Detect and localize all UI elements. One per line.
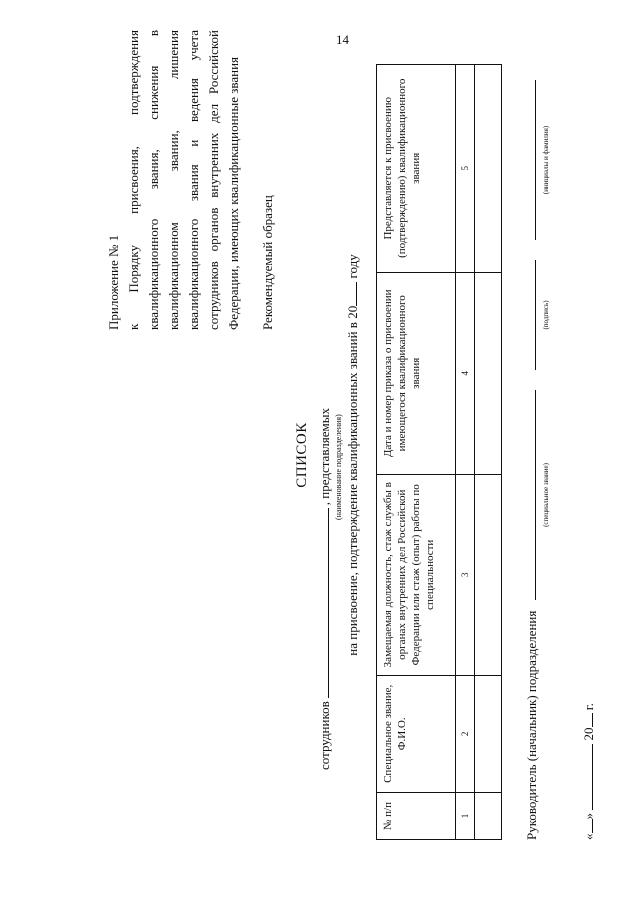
- employees-prefix: сотрудников: [317, 701, 332, 770]
- year-blank: [580, 714, 593, 728]
- date-close-quote: »: [581, 813, 596, 820]
- table-number-row: [456, 65, 475, 840]
- table-cell: [475, 675, 502, 793]
- date-open-quote: «: [581, 833, 596, 840]
- unit-blank: [316, 508, 329, 698]
- rotated-document: [12, 20, 622, 890]
- date-suffix: г.: [581, 703, 596, 711]
- page-number: 14: [336, 32, 349, 47]
- year-blank: [344, 282, 357, 306]
- day-blank: [580, 820, 593, 834]
- header-order-date: Дата и номер приказа о присвоении имеющегося квалификационного звания: [377, 272, 456, 474]
- table-cell: [475, 474, 502, 675]
- name-line: [534, 80, 536, 240]
- table-header-row: [377, 65, 456, 840]
- column-number: 2: [456, 675, 475, 793]
- rank-caption: (специальное звание): [542, 463, 550, 527]
- list-heading: СПИСОК: [294, 422, 310, 488]
- header-position: Замещаемая должность, стаж службы в органах внутренних дел Российской Федерации или стаж (опыт) работы по специальности: [377, 474, 456, 675]
- header-number: № п/п: [377, 793, 456, 840]
- employees-suffix: , представляемых: [317, 408, 332, 506]
- column-number: 1: [456, 793, 475, 840]
- table-cell: [475, 272, 502, 474]
- date-century: 20: [581, 727, 596, 741]
- chief-label: Руководитель (начальник) подразделения: [524, 610, 539, 840]
- promotion-suffix: году: [345, 254, 360, 279]
- date-line: [580, 703, 597, 840]
- column-number: 5: [456, 65, 475, 273]
- promotion-line: [344, 20, 361, 890]
- signature-line: [534, 260, 536, 370]
- promotion-prefix: на присвоение, подтверждение квалификационных званий в 20: [345, 305, 360, 656]
- table-row: [475, 65, 502, 840]
- appendix-title: Приложение № 1: [106, 234, 121, 330]
- employees-line: [316, 408, 333, 770]
- name-caption: (инициалы и фамилия): [542, 125, 550, 195]
- signature-caption: (подпись): [542, 300, 550, 330]
- table-cell: [475, 793, 502, 840]
- unit-caption: (наименование подразделения): [334, 414, 343, 520]
- appendix-text: к Порядку присвоения, подтверждения квалификационного звания, снижения в квалификационном звании, лишения квалификационного звания и ведения учета сотрудников органов внутренних дел Российской Федерации, имеющих квалификационные звания: [126, 30, 241, 330]
- column-number: 3: [456, 474, 475, 675]
- signature-lines: [534, 80, 564, 600]
- header-presented-for: Представляется к присвоению (подтверждению) квалификационного звания: [377, 65, 456, 273]
- employee-roster-table: [376, 64, 502, 840]
- header-rank-name: Специальное звание, Ф.И.О.: [377, 675, 456, 793]
- column-number: 4: [456, 272, 475, 474]
- month-blank: [580, 744, 593, 810]
- rank-line: [534, 390, 536, 600]
- table-cell: [475, 65, 502, 273]
- appendix-block: [104, 30, 244, 330]
- recommended-sample-label: Рекомендуемый образец: [260, 195, 275, 330]
